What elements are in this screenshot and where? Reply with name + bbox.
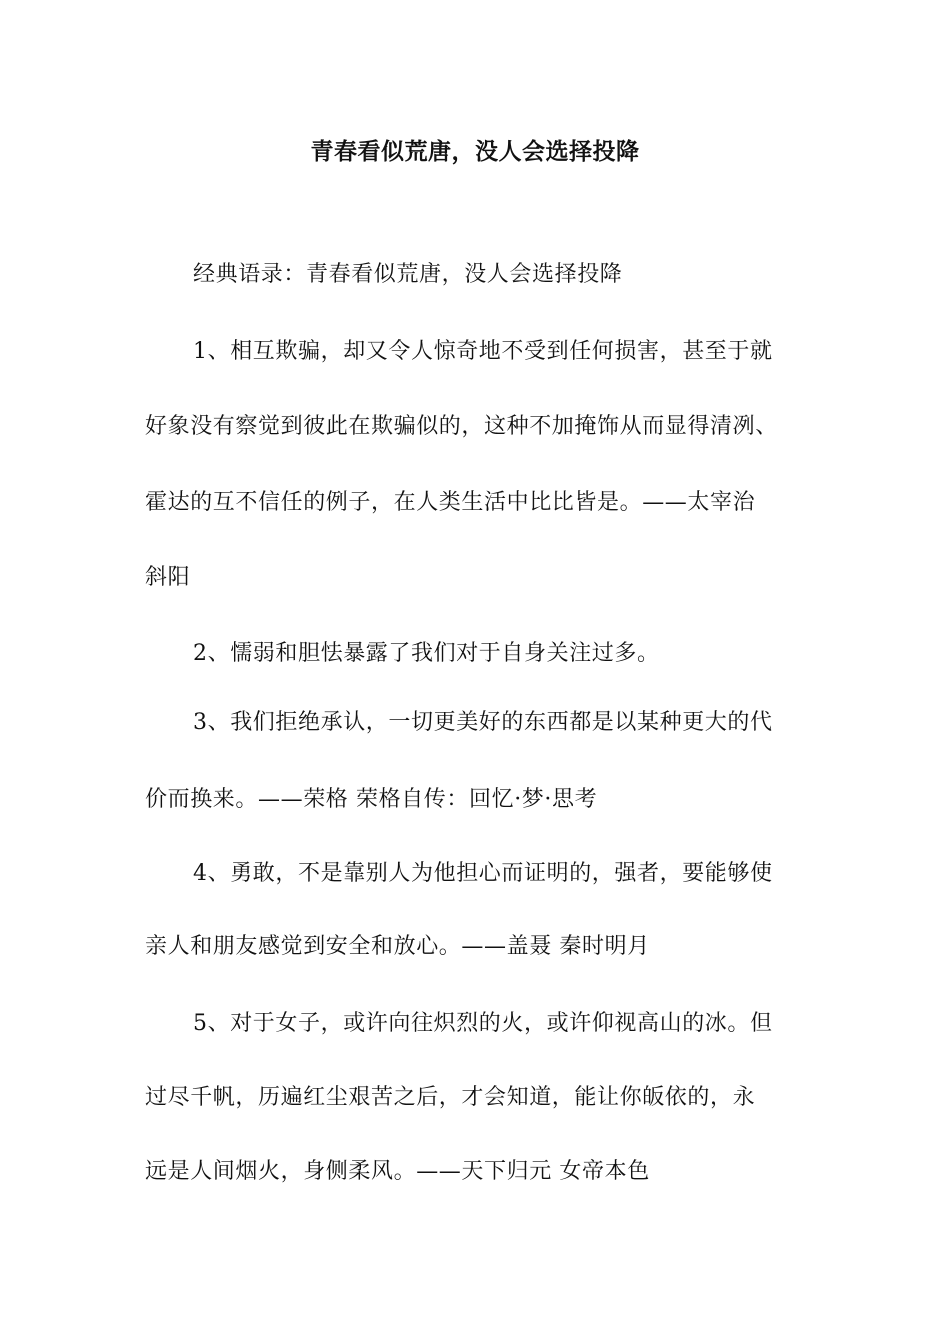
quote-1-line-3: 霍达的互不信任的例子，在人类生活中比比皆是。——太宰治 [145, 490, 756, 515]
intro-line: 经典语录：青春看似荒唐，没人会选择投降 [193, 262, 623, 287]
quote-1-line-1: 1、相互欺骗，却又令人惊奇地不受到任何损害，甚至于就 [193, 339, 773, 364]
quote-5-line-1: 5、对于女子，或许向往炽烈的火，或许仰视高山的冰。但 [193, 1011, 773, 1036]
quote-2-line-1: 2、懦弱和胆怯暴露了我们对于自身关注过多。 [193, 641, 660, 666]
quote-4-line-2: 亲人和朋友感觉到安全和放心。——盖聂 秦时明月 [145, 934, 650, 959]
quote-5-line-3: 远是人间烟火，身侧柔风。——天下归元 女帝本色 [145, 1159, 650, 1184]
document-title: 青春看似荒唐，没人会选择投降 [310, 138, 640, 165]
quote-4-line-1: 4、勇敢，不是靠别人为他担心而证明的，强者，要能够使 [193, 861, 773, 886]
quote-3-line-1: 3、我们拒绝承认，一切更美好的东西都是以某种更大的代 [193, 710, 773, 735]
quote-3-line-2: 价而换来。——荣格 荣格自传：回忆·梦·思考 [145, 787, 598, 812]
quote-1-line-2: 好象没有察觉到彼此在欺骗似的，这种不加掩饰从而显得清冽、 [145, 414, 778, 439]
quote-1-line-4: 斜阳 [145, 565, 191, 590]
quote-5-line-2: 过尽千帆，历遍红尘艰苦之后，才会知道，能让你皈依的，永 [145, 1085, 756, 1110]
